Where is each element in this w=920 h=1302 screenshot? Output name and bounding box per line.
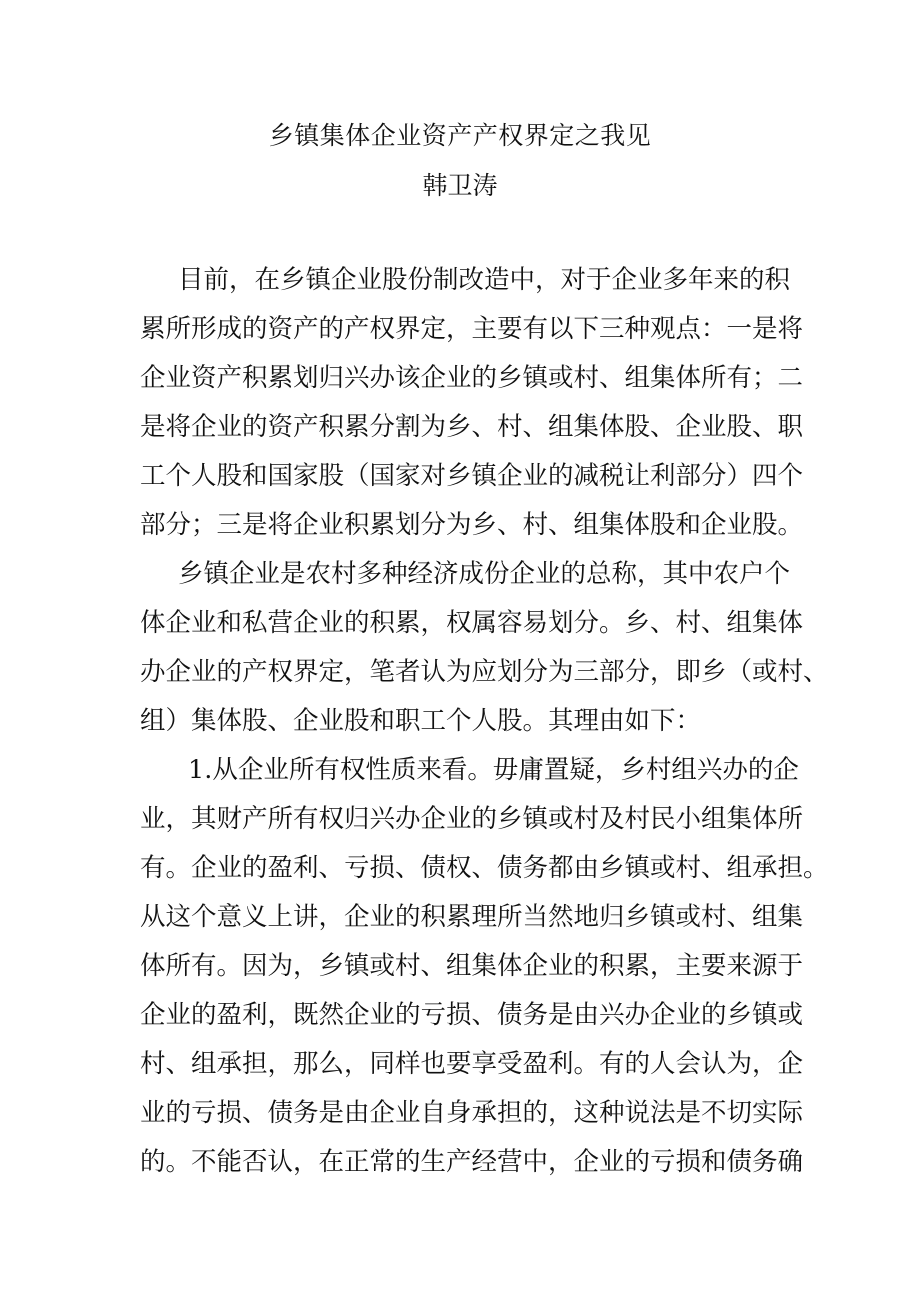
body-line: 目前，在乡镇企业股份制改造中，对于企业多年来的积 [178, 265, 791, 295]
body-line: 办企业的产权界定，笔者认为应划分为三部分，即乡（或村、 [140, 657, 829, 687]
body-line: 村、组承担，那么，同样也要享受盈利。有的人会认为，企 [140, 1049, 804, 1079]
body-line: 部分；三是将企业积累划分为乡、村、组集体股和企业股。 [140, 510, 804, 540]
body-line: 工个人股和国家股（国家对乡镇企业的减税让利部分）四个 [140, 461, 804, 491]
body-line: 组）集体股、企业股和职工个人股。其理由如下： [140, 706, 702, 736]
body-line: 1.从企业所有权性质来看。毋庸置疑，乡村组兴办的企 [188, 755, 799, 785]
body-line: 的。不能否认，在正常的生产经营中，企业的亏损和债务确 [140, 1147, 804, 1177]
body-line: 体企业和私营企业的积累，权属容易划分。乡、村、组集体 [140, 608, 804, 638]
body-line: 企业的盈利，既然企业的亏损、债务是由兴办企业的乡镇或 [140, 1000, 804, 1030]
body-line: 从这个意义上讲，企业的积累理所当然地归乡镇或村、组集 [140, 902, 804, 932]
document-author: 韩卫涛 [422, 171, 498, 200]
document-title: 乡镇集体企业资产产权界定之我见 [268, 121, 652, 150]
body-line: 业的亏损、债务是由企业自身承担的，这种说法是不切实际 [140, 1098, 804, 1128]
body-line: 企业资产积累划归兴办该企业的乡镇或村、组集体所有；二 [140, 363, 804, 393]
body-line: 乡镇企业是农村多种经济成份企业的总称，其中农户个 [178, 559, 791, 589]
body-line: 有。企业的盈利、亏损、债权、债务都由乡镇或村、组承担。 [140, 853, 829, 883]
body-line: 体所有。因为，乡镇或村、组集体企业的积累，主要来源于 [140, 951, 804, 981]
body-line: 是将企业的资产积累分割为乡、村、组集体股、企业股、职 [140, 412, 804, 442]
body-line: 累所形成的资产的产权界定，主要有以下三种观点：一是将 [140, 314, 804, 344]
body-line: 业，其财产所有权归兴办企业的乡镇或村及村民小组集体所 [140, 804, 804, 834]
